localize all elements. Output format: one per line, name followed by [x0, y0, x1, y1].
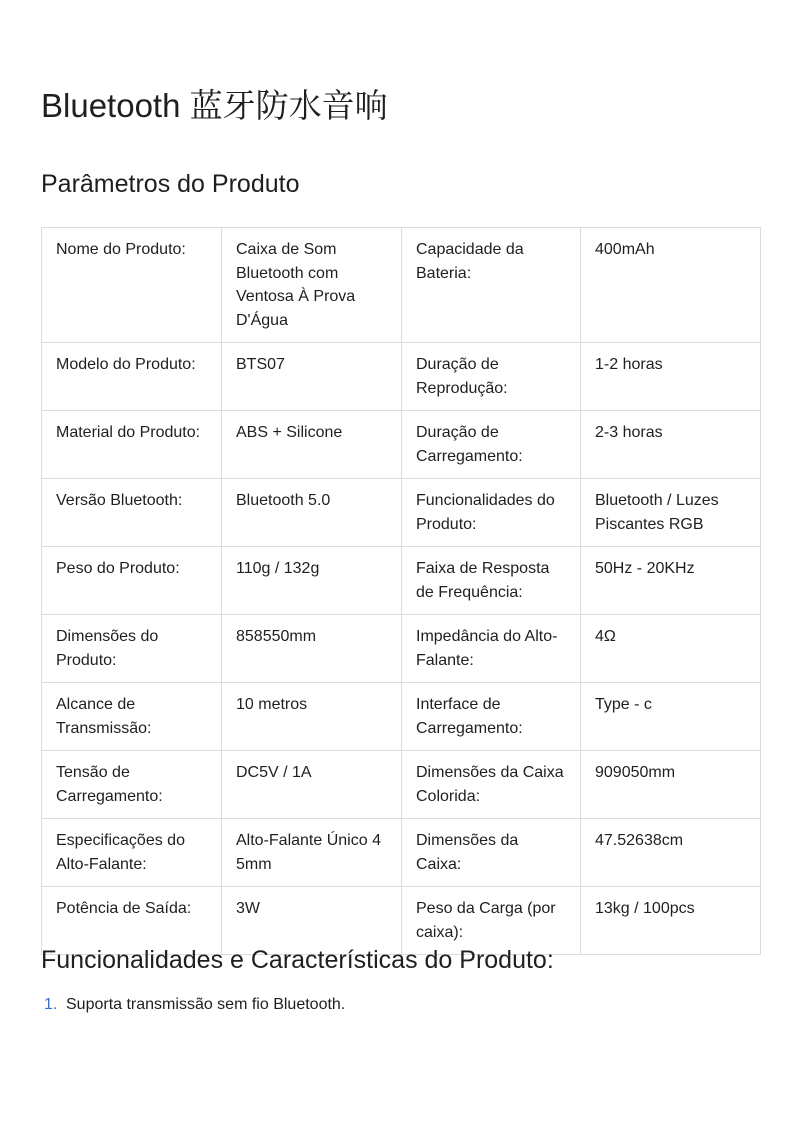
- page-title: Bluetooth 蓝牙防水音响: [41, 87, 388, 124]
- table-row: [42, 479, 761, 547]
- param-label: Especificações do Alto-Falante:: [42, 819, 222, 887]
- param-value: 13kg / 100pcs: [581, 887, 761, 955]
- features-list: [41, 993, 345, 1017]
- param-label: Tensão de Carregamento:: [42, 751, 222, 819]
- params-heading: Parâmetros do Produto: [41, 170, 300, 198]
- params-table: [41, 227, 761, 955]
- param-label: Dimensões do Produto:: [42, 615, 222, 683]
- list-item: [41, 993, 345, 1017]
- list-item-text: Suporta transmissão sem fio Bluetooth.: [66, 996, 346, 1013]
- param-value: Type - c: [581, 683, 761, 751]
- param-value: 400mAh: [581, 228, 761, 343]
- param-value: Bluetooth 5.0: [222, 479, 402, 547]
- list-item-number: 1.: [44, 996, 58, 1013]
- param-label: Dimensões da Caixa Colorida:: [402, 751, 581, 819]
- param-label: Funcionalidades do Produto:: [402, 479, 581, 547]
- table-row: [42, 411, 761, 479]
- table-row: [42, 547, 761, 615]
- table-row: [42, 751, 761, 819]
- param-value: 47.52638cm: [581, 819, 761, 887]
- param-value: Caixa de Som Bluetooth com Ventosa À Prova D'Água: [222, 228, 402, 343]
- param-label: Versão Bluetooth:: [42, 479, 222, 547]
- table-row: [42, 819, 761, 887]
- param-value: 2-3 horas: [581, 411, 761, 479]
- param-value: Alto-Falante Único 4 5mm: [222, 819, 402, 887]
- param-value: BTS07: [222, 343, 402, 411]
- param-label: Impedância do Alto-Falante:: [402, 615, 581, 683]
- param-label: Duração de Reprodução:: [402, 343, 581, 411]
- param-value: DC5V / 1A: [222, 751, 402, 819]
- table-row: [42, 615, 761, 683]
- param-value: 4Ω: [581, 615, 761, 683]
- param-label: Duração de Carregamento:: [402, 411, 581, 479]
- param-value: ABS + Silicone: [222, 411, 402, 479]
- param-value: 909050mm: [581, 751, 761, 819]
- param-label: Faixa de Resposta de Frequência:: [402, 547, 581, 615]
- param-value: 50Hz - 20KHz: [581, 547, 761, 615]
- table-row: [42, 683, 761, 751]
- param-label: Capacidade da Bateria:: [402, 228, 581, 343]
- param-value: 1-2 horas: [581, 343, 761, 411]
- param-label: Alcance de Transmissão:: [42, 683, 222, 751]
- param-label: Nome do Produto:: [42, 228, 222, 343]
- param-label: Material do Produto:: [42, 411, 222, 479]
- param-label: Potência de Saída:: [42, 887, 222, 955]
- param-value: 110g / 132g: [222, 547, 402, 615]
- param-label: Modelo do Produto:: [42, 343, 222, 411]
- param-value: 10 metros: [222, 683, 402, 751]
- param-label: Dimensões da Caixa:: [402, 819, 581, 887]
- param-value: Bluetooth / Luzes Piscantes RGB: [581, 479, 761, 547]
- param-label: Peso do Produto:: [42, 547, 222, 615]
- table-row: [42, 343, 761, 411]
- param-label: Peso da Carga (por caixa):: [402, 887, 581, 955]
- param-value: 858550mm: [222, 615, 402, 683]
- param-value: 3W: [222, 887, 402, 955]
- features-heading: Funcionalidades e Características do Produto:: [41, 946, 554, 974]
- param-label: Interface de Carregamento:: [402, 683, 581, 751]
- table-row: [42, 228, 761, 343]
